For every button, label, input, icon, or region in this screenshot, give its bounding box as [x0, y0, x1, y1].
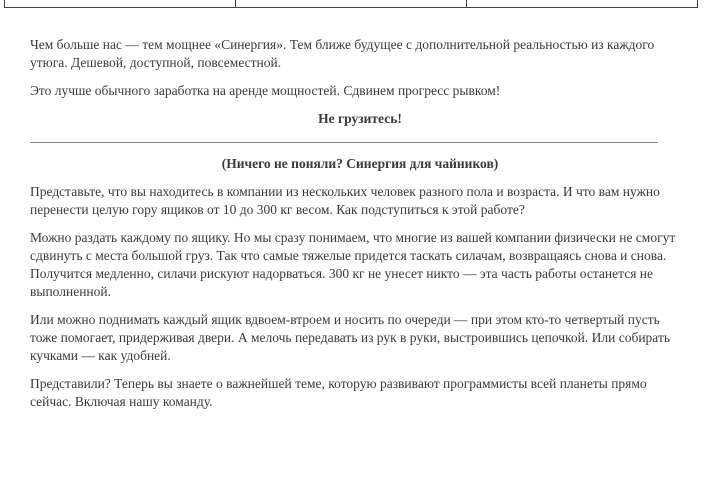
article-content — [30, 36, 690, 421]
horizontal-separator — [30, 142, 658, 143]
body-paragraph: Представьте, что вы находитесь в компании из нескольких человек разного пола и возраста. И что вам нужно перенести целую гору ящиков от 10 до 300 кг весом. Как подступиться к этой работе? — [30, 184, 660, 217]
body-paragraph: Можно раздать каждому по ящику. Но мы сразу понимаем, что многие из вашей компании физически не смогут сдвинуть с места большой груз. Так что самые тяжелые придется таскать силачам, возвращаясь снова и снова. Получится медленно, силачи рискуют надорваться. 300 кг не унесет никто — эта часть работы останется не выполненной. — [30, 230, 676, 299]
intro-paragraph: Чем больше нас — тем мощнее «Синергия». Тем ближе будущее с дополнительной реальностью из каждого утюга. Дешевой, доступной, повсеместной. — [30, 37, 655, 70]
table-cell — [236, 0, 467, 7]
table-cell — [467, 0, 697, 7]
section-heading: (Ничего не поняли? Синергия для чайников) — [221, 156, 499, 171]
body-paragraph: Или можно поднимать каждый ящик вдвоем-втроем и носить по очереди — при этом кто-то четвертый пусть тоже помогает, придерживая двери. А мелочь передавать из рук в руки, выстроившись цепочкой. Или собирать кучками — как удобней. — [30, 312, 670, 363]
table-cell — [5, 0, 236, 7]
top-table — [4, 0, 698, 8]
intro-paragraph-2: Это лучше обычного заработка на аренде мощностей. Сдвинем прогресс рывком! — [30, 83, 501, 98]
cta-text: Не грузитесь! — [318, 111, 402, 126]
body-paragraph: Представили? Теперь вы знаете о важнейшей теме, которую развивают программисты всей планеты прямо сейчас. Включая нашу команду. — [30, 376, 647, 409]
